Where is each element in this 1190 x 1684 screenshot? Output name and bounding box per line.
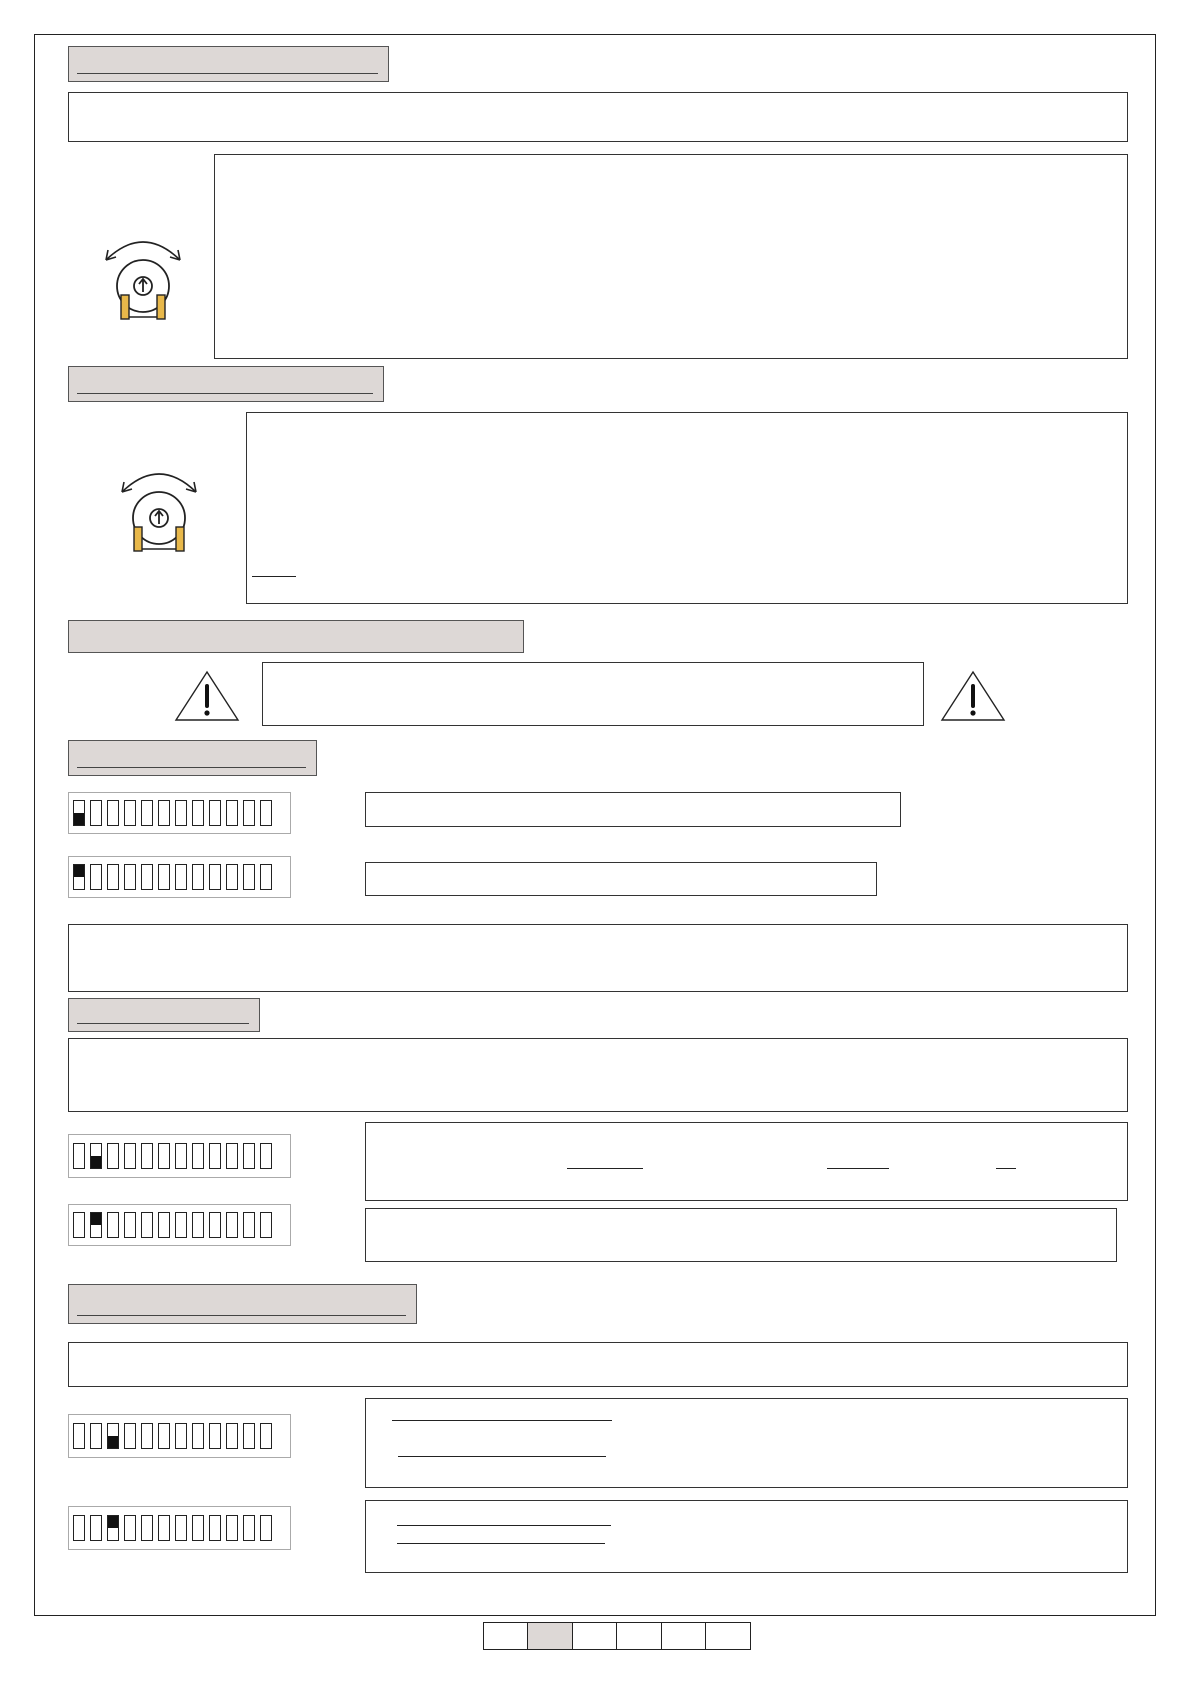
dip-switch-position-7 [175, 864, 187, 890]
dip-switch-position-3 [107, 1143, 119, 1169]
page-cell-5 [661, 1622, 707, 1650]
dip-switch-position-9 [209, 1212, 221, 1238]
value-underline [827, 1168, 889, 1169]
dip-switch-position-12 [260, 1212, 272, 1238]
page-cell-4 [616, 1622, 662, 1650]
dip-switch-position-4 [124, 1143, 136, 1169]
dip-switch-position-8 [192, 800, 204, 826]
dip-switch-position-2 [90, 1143, 102, 1169]
dip-switch-position-2 [90, 1515, 102, 1541]
dip-switch-2-off [68, 1134, 291, 1178]
dip-switch-position-1 [73, 864, 85, 890]
dip-switch-position-9 [209, 1515, 221, 1541]
dip-switch-position-1 [73, 800, 85, 826]
dip-switch-position-8 [192, 1212, 204, 1238]
dip-switch-position-7 [175, 1212, 187, 1238]
dip-switch-position-12 [260, 800, 272, 826]
dip-switch-position-9 [209, 864, 221, 890]
dip-switch-position-7 [175, 1515, 187, 1541]
dip-switch-position-1 [73, 1212, 85, 1238]
warning-triangle-icon [938, 668, 1008, 728]
dip-switch-position-2 [90, 800, 102, 826]
dip-2-on-description-box [365, 1208, 1117, 1262]
dip-switch-2-on [68, 1204, 291, 1246]
dip-switch-position-8 [192, 864, 204, 890]
dip-switch-position-6 [158, 1212, 170, 1238]
dip-3-on-description-box [365, 1500, 1128, 1573]
warning-triangle-icon [172, 668, 242, 728]
dip-switch-position-2 [90, 864, 102, 890]
dip-switch-position-5 [141, 864, 153, 890]
dip-switch-1-on [68, 856, 291, 898]
dip-switch-position-10 [226, 864, 238, 890]
dip-3-off-description-box [365, 1398, 1128, 1488]
dip-switch-position-8 [192, 1143, 204, 1169]
dip-switch-position-1 [73, 1515, 85, 1541]
page-indicator [484, 1622, 751, 1650]
dip-switch-3-off [68, 1414, 291, 1458]
dip-switch-position-7 [175, 800, 187, 826]
page-cell-2 [527, 1622, 573, 1650]
dip-switch-position-7 [175, 1423, 187, 1449]
dip-switch-position-9 [209, 1423, 221, 1449]
dip-switch-position-9 [209, 1143, 221, 1169]
dip-switch-1-off [68, 792, 291, 834]
dip-switch-position-5 [141, 1515, 153, 1541]
potentiometer-1-icon [98, 228, 188, 328]
dip-switch-position-7 [175, 1143, 187, 1169]
dip-switch-position-5 [141, 1423, 153, 1449]
dip-switch-position-6 [158, 1423, 170, 1449]
potentiometer-2-icon [114, 460, 204, 560]
dip-switch-position-11 [243, 1423, 255, 1449]
dip-switch-position-6 [158, 1515, 170, 1541]
page-cell-3 [572, 1622, 618, 1650]
dip-switch-position-3 [107, 1423, 119, 1449]
dip-switch-position-6 [158, 1143, 170, 1169]
value-underline [397, 1525, 611, 1526]
dip-switch-position-8 [192, 1423, 204, 1449]
dip-1-note-box [68, 924, 1128, 992]
dip-switch-position-8 [192, 1515, 204, 1541]
page-cell-1 [483, 1622, 529, 1650]
dip-switch-position-6 [158, 800, 170, 826]
dip-2-off-description-box [365, 1122, 1128, 1201]
dip-switch-position-3 [107, 800, 119, 826]
section-header-2 [68, 366, 384, 402]
section-1-description-box [214, 154, 1128, 359]
dip-switch-position-3 [107, 1212, 119, 1238]
page-cell-6 [705, 1622, 751, 1650]
dip-switch-position-12 [260, 1423, 272, 1449]
section-6-description-box [68, 1342, 1128, 1387]
dip-switch-position-5 [141, 1143, 153, 1169]
dip-switch-position-11 [243, 1143, 255, 1169]
dip-switch-position-4 [124, 1212, 136, 1238]
dip-switch-position-11 [243, 1515, 255, 1541]
dip-switch-position-6 [158, 864, 170, 890]
dip-switch-position-5 [141, 1212, 153, 1238]
value-underline [397, 1543, 605, 1544]
section-5-description-box [68, 1038, 1128, 1112]
section-header-3 [68, 620, 524, 653]
value-underline [398, 1456, 606, 1457]
dip-1-on-description-box [365, 862, 877, 896]
dip-switch-position-11 [243, 800, 255, 826]
dip-switch-position-2 [90, 1212, 102, 1238]
dip-switch-position-10 [226, 1212, 238, 1238]
dip-switch-position-10 [226, 1143, 238, 1169]
dip-switch-position-4 [124, 800, 136, 826]
dip-switch-position-12 [260, 1143, 272, 1169]
dip-switch-position-3 [107, 1515, 119, 1541]
section-header-1 [68, 46, 389, 82]
dip-switch-position-12 [260, 1515, 272, 1541]
dip-switch-position-10 [226, 1515, 238, 1541]
dip-switch-position-11 [243, 864, 255, 890]
dip-switch-position-10 [226, 1423, 238, 1449]
note-underline [252, 576, 296, 577]
dip-switch-position-9 [209, 800, 221, 826]
dip-switch-position-4 [124, 1515, 136, 1541]
section-1-intro-box [68, 92, 1128, 142]
section-header-6 [68, 1284, 417, 1324]
dip-1-off-description-box [365, 792, 901, 827]
section-2-description-box [246, 412, 1128, 604]
value-underline [567, 1168, 643, 1169]
dip-switch-position-4 [124, 1423, 136, 1449]
section-header-4 [68, 740, 317, 776]
dip-switch-position-4 [124, 864, 136, 890]
dip-switch-position-3 [107, 864, 119, 890]
section-header-5 [68, 998, 260, 1032]
dip-switch-position-11 [243, 1212, 255, 1238]
value-underline [392, 1420, 612, 1421]
dip-switch-3-on [68, 1506, 291, 1550]
dip-switch-position-12 [260, 864, 272, 890]
warning-message-box [262, 662, 924, 726]
value-underline [996, 1168, 1016, 1169]
dip-switch-position-1 [73, 1423, 85, 1449]
dip-switch-position-2 [90, 1423, 102, 1449]
dip-switch-position-1 [73, 1143, 85, 1169]
dip-switch-position-10 [226, 800, 238, 826]
dip-switch-position-5 [141, 800, 153, 826]
